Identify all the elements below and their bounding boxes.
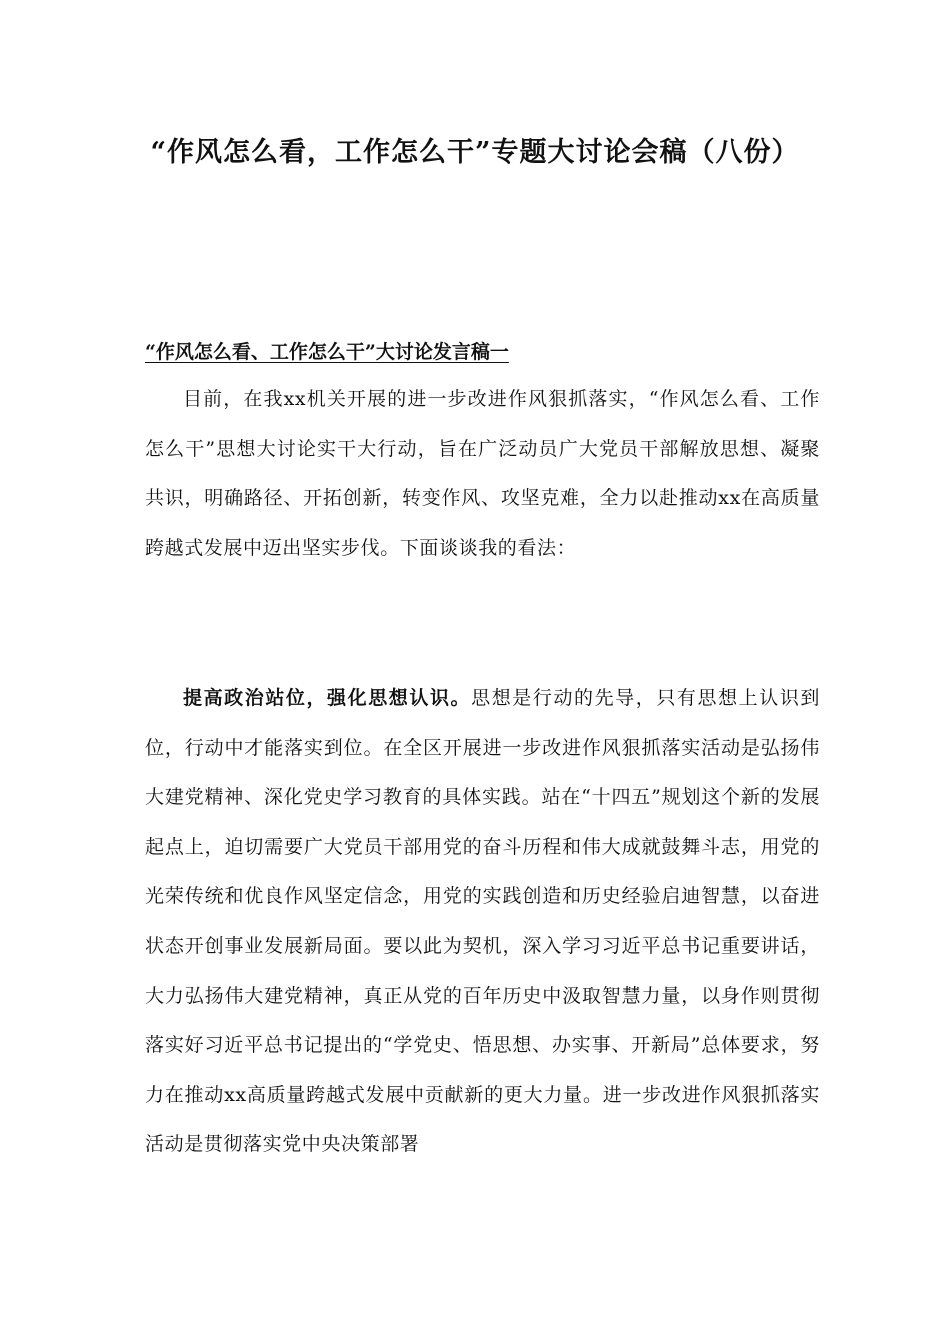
document-title: “作风怎么看，工作怎么干”专题大讨论会稿（八份）	[150, 137, 800, 168]
paragraph-lead-sentence: 提高政治站位，强化思想认识。	[183, 687, 472, 709]
section-heading: “作风怎么看、工作怎么干”大讨论发言稿一	[145, 341, 509, 363]
paragraph-political-stance	[145, 674, 820, 1170]
paragraph-text: 目前，在我xx机关开展的进一步改进作风狠抓落实，“作风怎么看、工作怎么干”思想大讨论实干大行动，旨在广泛动员广大党员干部解放思想、凝聚共识，明确路径、开拓创新，转变作风、攻坚克难，全力以赴推动xx在高质量跨越式发展中迈出坚实步伐。下面谈谈我的看法：	[145, 388, 820, 559]
paragraph-intro	[145, 375, 820, 573]
paragraph-text: 思想是行动的先导，只有思想上认识到位，行动中才能落实到位。在全区开展进一步改进作风狠抓落实活动是弘扬伟大建党精神、深化党史学习教育的具体实践。站在“十四五”规划这个新的发展起点上，迫切需要广大党员干部用党的奋斗历程和伟大成就鼓舞斗志，用党的光荣传统和优良作风坚定信念，用党的实践创造和历史经验启迪智慧，以奋进状态开创事业发展新局面。要以此为契机，深入学习习近平总书记重要讲话，大力弘扬伟大建党精神，真正从党的百年历史中汲取智慧力量，以身作则贯彻落实好习近平总书记提出的“学党史、悟思想、办实事、开新局”总体要求，努力在推动xx高质量跨越式发展中贡献新的更大力量。进一步改进作风狠抓落实活动是贯彻落实党中央决策部署	[145, 687, 821, 1156]
